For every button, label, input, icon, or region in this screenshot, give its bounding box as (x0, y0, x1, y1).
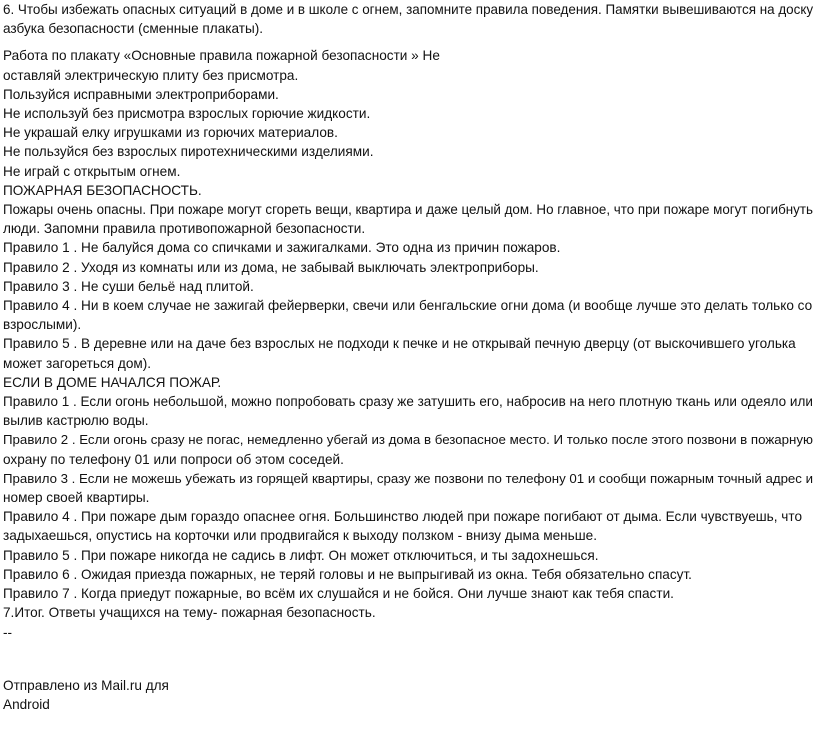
rule-line: задыхаешься, опустись на корточки или продвигайся к выходу ползком - внизу дыма меньше. (3, 528, 597, 544)
rule-line: Правило 1 . Не балуйся дома со спичками и зажигалками. Это одна из причин пожаров. (3, 240, 561, 256)
poster-rule: Не используй без присмотра взрослых горючие жидкости. (3, 106, 371, 122)
signature-line: Android (3, 696, 50, 712)
intro-line: азбука безопасности (сменные плакаты). (3, 21, 264, 37)
signature-block (3, 623, 813, 715)
signature-separator: -- (3, 624, 13, 640)
rule-line: Правило 3 . Не суши бельё над плитой. (3, 278, 254, 294)
poster-rule: Не украшай елку игрушками из горючих материалов. (3, 125, 338, 141)
spacer (3, 642, 813, 676)
section-intro: люди. Запомни правила противопожарной безопасности. (3, 221, 366, 237)
poster-line: Работа по плакату «Основные правила пожарной безопасности » Не (3, 48, 440, 64)
summary-line: 7.Итог. Ответы учащихся на тему- пожарная безопасность. (3, 605, 376, 621)
rule-line: Правило 7 . Когда приедут пожарные, во всём их слушайся и не бойся. Они лучше знают как тебя спасти. (3, 586, 674, 602)
rule-line: охрану по телефону 01 или попроси об этом соседей. (3, 451, 344, 467)
if-fire-section (3, 373, 813, 603)
rule-line: Правило 6 . Ожидая приезда пожарных, не теряй головы и не выпрыгивай из окна. Тебя обязательно спасут. (3, 566, 692, 582)
poster-line: оставляй электрическую плиту без присмотра. (3, 67, 299, 83)
rule-line: Правило 4 . При пожаре дым гораздо опаснее огня. Большинство людей при пожаре погибают от дыма. Если чувствуешь, что (3, 509, 803, 525)
section-heading: ПОЖАРНАЯ БЕЗОПАСНОСТЬ. (3, 182, 202, 198)
fire-safety-section (3, 181, 813, 373)
poster-rule: Не пользуйся без взрослых пиротехническими изделиями. (3, 144, 374, 160)
rule-line: Правило 5 . В деревне или на даче без взрослых не подходи к печке и не открывай печную дверцу (от выскочившего уголька (3, 336, 796, 352)
rule-line: Правило 3 . Если не можешь убежать из горящей квартиры, сразу же позвони по телефону 01 и сообщи пожарным точный адрес и (3, 470, 814, 486)
intro-section (3, 0, 813, 38)
rule-line: Правило 2 . Если огонь сразу не погас, немедленно убегай из дома в безопасное место. И только после этого позвони в пожарную (3, 432, 813, 448)
signature-line: Отправлено из Mail.ru для (3, 677, 169, 693)
poster-rule: Пользуйся исправными электроприборами. (3, 86, 279, 102)
spacer (3, 38, 813, 46)
rule-line: Правило 1 . Если огонь небольшой, можно попробовать сразу же затушить его, набросив на него плотную ткань или одеяло или (3, 394, 813, 410)
document-body (3, 0, 813, 714)
rule-line: Правило 5 . При пожаре никогда не садись в лифт. Он может отключиться, и ты задохнешься. (3, 547, 599, 563)
section-heading: ЕСЛИ В ДОМЕ НАЧАЛСЯ ПОЖАР. (3, 374, 222, 390)
intro-line: 6. Чтобы избежать опасных ситуаций в доме и в школе с огнем, запомните правила поведения. Памятки вывешиваются на доску (3, 2, 814, 17)
rule-line: взрослыми). (3, 317, 82, 333)
rule-line: Правило 2 . Уходя из комнаты или из дома, не забывай выключать электроприборы. (3, 259, 539, 275)
rule-line: может загореться дом). (3, 355, 152, 371)
rule-line: Правило 4 . Ни в коем случае не зажигай фейерверки, свечи или бенгальские огни дома (и вообще лучше это делать только со (3, 298, 813, 314)
rule-line: номер своей квартиры. (3, 490, 150, 506)
poster-section (3, 46, 813, 180)
poster-rule: Не играй с открытым огнем. (3, 163, 181, 179)
section-intro: Пожары очень опасны. При пожаре могут сгореть вещи, квартира и даже целый дом. Но главное, что при пожаре могут погибнуть (3, 202, 813, 218)
rule-line: вылив кастрюлю воды. (3, 413, 149, 429)
